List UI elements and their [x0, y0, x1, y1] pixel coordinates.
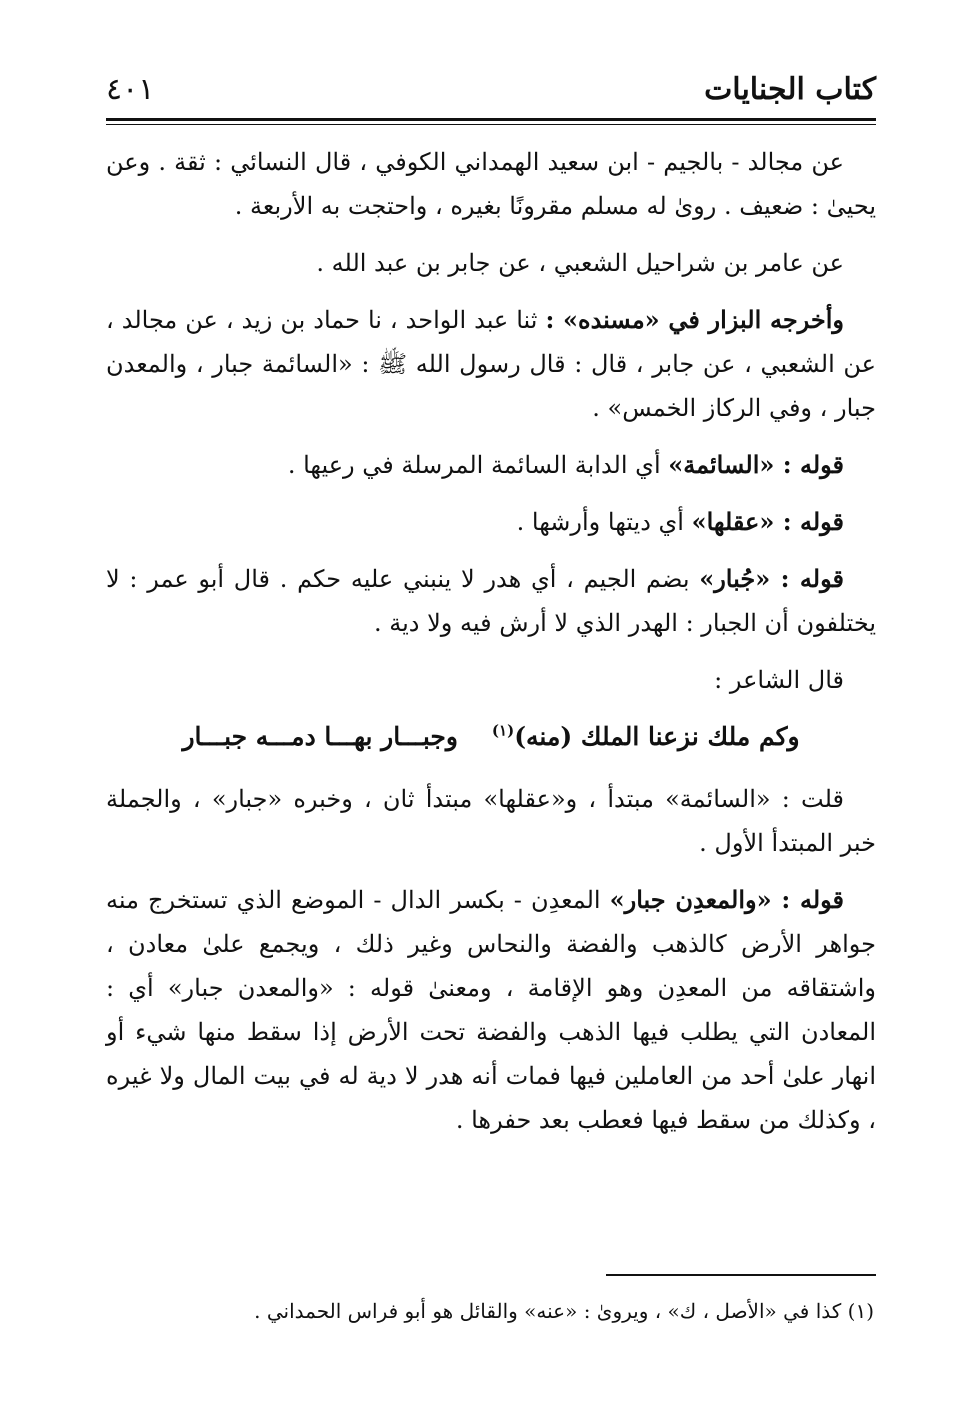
- paragraph-amir-shabi: عن عامر بن شراحيل الشعبي ، عن جابر بن عبد الله .: [316, 249, 844, 277]
- main-text: [106, 140, 876, 1155]
- footnote: (١) كذا في «الأصل ، ك» ، ويروىٰ : «عنه» والقائل هو أبو فراس الحمداني .: [254, 1299, 874, 1323]
- header-rule: [106, 118, 876, 125]
- paragraph-saimah: [106, 443, 876, 487]
- bazzar-lead: وأخرجه البزار في «مسنده» :: [545, 305, 844, 334]
- paragraph-madin: [106, 878, 876, 1142]
- saimah-lead: قوله : «السائمة»: [668, 450, 844, 479]
- madin-lead: قوله : «والمعدِن جبار»: [609, 885, 844, 914]
- page-number: ٤٠١: [106, 72, 155, 107]
- paragraph-aqluha: [106, 500, 876, 544]
- jubar-lead: قوله : «جُبار»: [699, 564, 844, 593]
- running-title: كتاب الجنايات: [704, 72, 876, 107]
- verse-first-hemistich: [492, 715, 800, 759]
- page-header: [106, 64, 876, 120]
- jubar-text: بضم الجيم ، أي هدر لا ينبني عليه حكم . قال أبو عمر : لا يختلفون أن الجبار : الهدر الذي لا أرش فيه ولا دية .: [106, 565, 876, 637]
- poetry-verse: [106, 715, 876, 759]
- verse-first-text: وكم ملك نزعنا الملك (منه): [514, 722, 800, 751]
- aqluha-lead: قوله : «عقلها»: [691, 507, 844, 536]
- paragraph-poet-intro: قال الشاعر :: [714, 666, 844, 694]
- saimah-text: أي الدابة السائمة المرسلة في رعيها .: [287, 451, 669, 479]
- paragraph-jubar: [106, 557, 876, 645]
- verse-second-hemistich: وجبـــار بهـــا دمـــه جبـــار: [182, 722, 458, 751]
- footnote-separator: [606, 1274, 876, 1276]
- aqluha-text: أي ديتها وأرشها .: [516, 508, 692, 536]
- paragraph-bazzar: [106, 298, 876, 430]
- bazzar-text: ثنا عبد الواحد ، نا حماد بن زيد ، عن مجالد ، عن الشعبي ، عن جابر ، قال : قال رسول الله ﷺ : «السائمة جبار ، والمعدن جبار ، وفي الركاز الخمس» .: [106, 306, 876, 422]
- paragraph-narrator-mujalid: عن مجالد - بالجيم - ابن سعيد الهمداني الكوفي ، قال النسائي : ثقة . وعن يحيىٰ : ضعيف . روىٰ له مسلم مقرونًا بغيره ، واحتجت به الأربعة .: [106, 148, 876, 220]
- madin-text: المعدِن - بكسر الدال - الموضع الذي تستخرج منه جواهر الأرض كالذهب والفضة والنحاس وغير ذلك ، ويجمع علىٰ معادن ، واشتقاقه من المعدِن وهو الإقامة ، ومعنىٰ قوله : «والمعدن جبار» أي : المعادن التي يطلب فيها الذهب والفضة تحت الأرض إذا سقط منها شيء أو انهار علىٰ أحد من العاملين فيها فمات أنه هدر لا دية له في بيت المال ولا غيره ، وكذلك من سقط فيها فعطب بعد حفرها .: [106, 886, 876, 1134]
- footnote-marker: (١): [491, 721, 515, 740]
- paragraph-grammar: قلت : «السائمة» مبتدأ ، و«عقلها» مبتدأ ثان ، وخبره «جبار» ، والجملة خبر المبتدأ الأول .: [106, 785, 876, 857]
